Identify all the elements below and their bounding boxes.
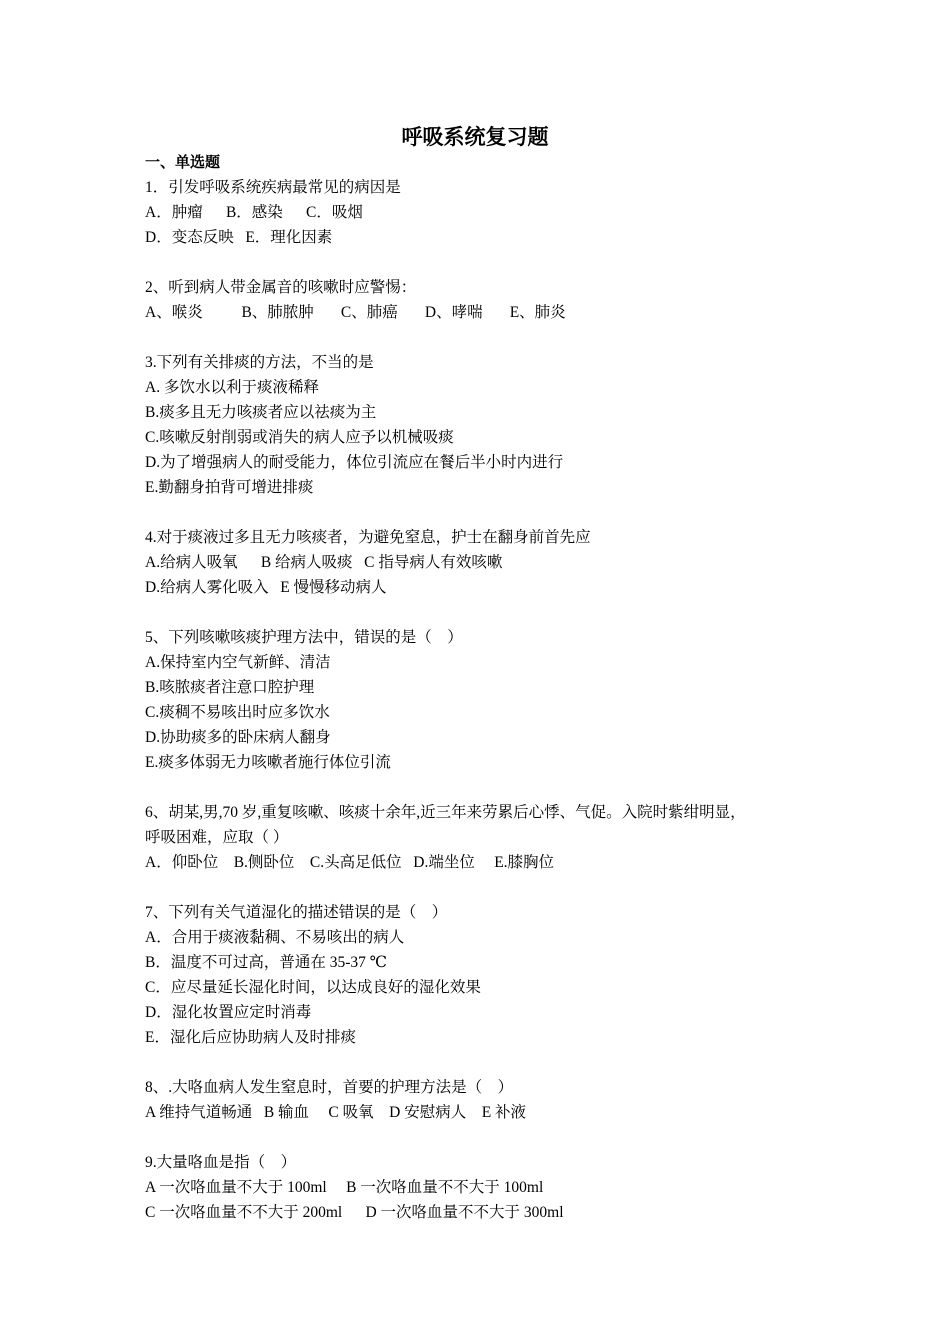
question-options: A．肿瘤 B．感染 C．吸烟 bbox=[145, 204, 363, 221]
spacer bbox=[145, 775, 825, 800]
question-stem-continued: 呼吸困难，应取（ ） bbox=[145, 829, 289, 846]
question-option: D.协助痰多的卧床病人翻身 bbox=[145, 729, 331, 746]
question-stem: 6、胡某,男,70 岁,重复咳嗽、咳痰十余年,近三年来劳累后心悸、气促。入院时紫绀明显， bbox=[145, 804, 746, 821]
question-option: A. 多饮水以利于痰液稀释 bbox=[145, 379, 319, 396]
spacer bbox=[145, 600, 825, 625]
question-stem: 5、下列咳嗽咳痰护理方法中，错误的是（ ） bbox=[145, 629, 463, 646]
question-options: D.给病人雾化吸入 E 慢慢移动病人 bbox=[145, 579, 387, 596]
question-options: A.给病人吸氧 B 给病人吸痰 C 指导病人有效咳嗽 bbox=[145, 554, 503, 571]
question-stem: 2、听到病人带金属音的咳嗽时应警惕： bbox=[145, 279, 417, 296]
question-option: E．湿化后应协助病人及时排痰 bbox=[145, 1029, 356, 1046]
question-option: B.咳脓痰者注意口腔护理 bbox=[145, 679, 315, 696]
spacer bbox=[145, 250, 825, 275]
question-option: C.痰稠不易咳出时应多饮水 bbox=[145, 704, 330, 721]
section-heading: 一、单选题 bbox=[145, 153, 221, 171]
question-6 bbox=[145, 800, 825, 875]
question-option: A．合用于痰液黏稠、不易咳出的病人 bbox=[145, 929, 405, 946]
question-8 bbox=[145, 1075, 825, 1125]
document-title: 呼吸系统复习题 bbox=[401, 125, 549, 149]
question-stem: 3.下列有关排痰的方法，不当的是 bbox=[145, 354, 374, 371]
question-options: A 一次咯血量不大于 100ml B 一次咯血量不不大于 100ml bbox=[145, 1179, 544, 1196]
question-7 bbox=[145, 900, 825, 1050]
question-options: A 维持气道畅通 B 输血 C 吸氧 D 安慰病人 E 补液 bbox=[145, 1104, 527, 1121]
question-stem: 8、.大咯血病人发生窒息时，首要的护理方法是（ ） bbox=[145, 1079, 514, 1096]
spacer bbox=[145, 875, 825, 900]
question-4 bbox=[145, 525, 825, 600]
question-option: E.痰多体弱无力咳嗽者施行体位引流 bbox=[145, 754, 391, 771]
question-3 bbox=[145, 350, 825, 500]
question-stem: 9.大量咯血是指（ ） bbox=[145, 1154, 297, 1171]
spacer bbox=[145, 1125, 825, 1150]
question-option: D.为了增强病人的耐受能力，体位引流应在餐后半小时内进行 bbox=[145, 454, 564, 471]
question-5 bbox=[145, 625, 825, 775]
question-stem: 4.对于痰液过多且无力咳痰者，为避免窒息，护士在翻身前首先应 bbox=[145, 529, 591, 546]
question-stem: 7、下列有关气道湿化的描述错误的是（ ） bbox=[145, 904, 448, 921]
question-options: A．仰卧位 B.侧卧位 C.头高足低位 D.端坐位 E.膝胸位 bbox=[145, 854, 555, 871]
question-9 bbox=[145, 1150, 825, 1225]
question-2 bbox=[145, 275, 825, 325]
question-options: C 一次咯血量不不大于 200ml D 一次咯血量不不大于 300ml bbox=[145, 1204, 564, 1221]
document-body bbox=[145, 150, 825, 1225]
question-options: D．变态反映 E．理化因素 bbox=[145, 229, 333, 246]
question-option: A.保持室内空气新鲜、清洁 bbox=[145, 654, 331, 671]
question-option: C.咳嗽反射削弱或消失的病人应予以机械吸痰 bbox=[145, 429, 454, 446]
question-options: A、喉炎 B、肺脓肿 C、肺癌 D、哮喘 E、肺炎 bbox=[145, 304, 566, 321]
question-option: B．温度不可过高，普通在 35-37 ℃ bbox=[145, 954, 388, 971]
spacer bbox=[145, 325, 825, 350]
question-option: B.痰多且无力咳痰者应以祛痰为主 bbox=[145, 404, 377, 421]
question-stem: 1．引发呼吸系统疾病最常见的病因是 bbox=[145, 179, 401, 196]
question-1 bbox=[145, 175, 825, 250]
question-option: C．应尽量延长湿化时间，以达成良好的湿化效果 bbox=[145, 979, 481, 996]
question-option: D．湿化妆置应定时消毒 bbox=[145, 1004, 312, 1021]
question-option: E.勤翻身拍背可增进排痰 bbox=[145, 479, 314, 496]
spacer bbox=[145, 500, 825, 525]
spacer bbox=[145, 1050, 825, 1075]
